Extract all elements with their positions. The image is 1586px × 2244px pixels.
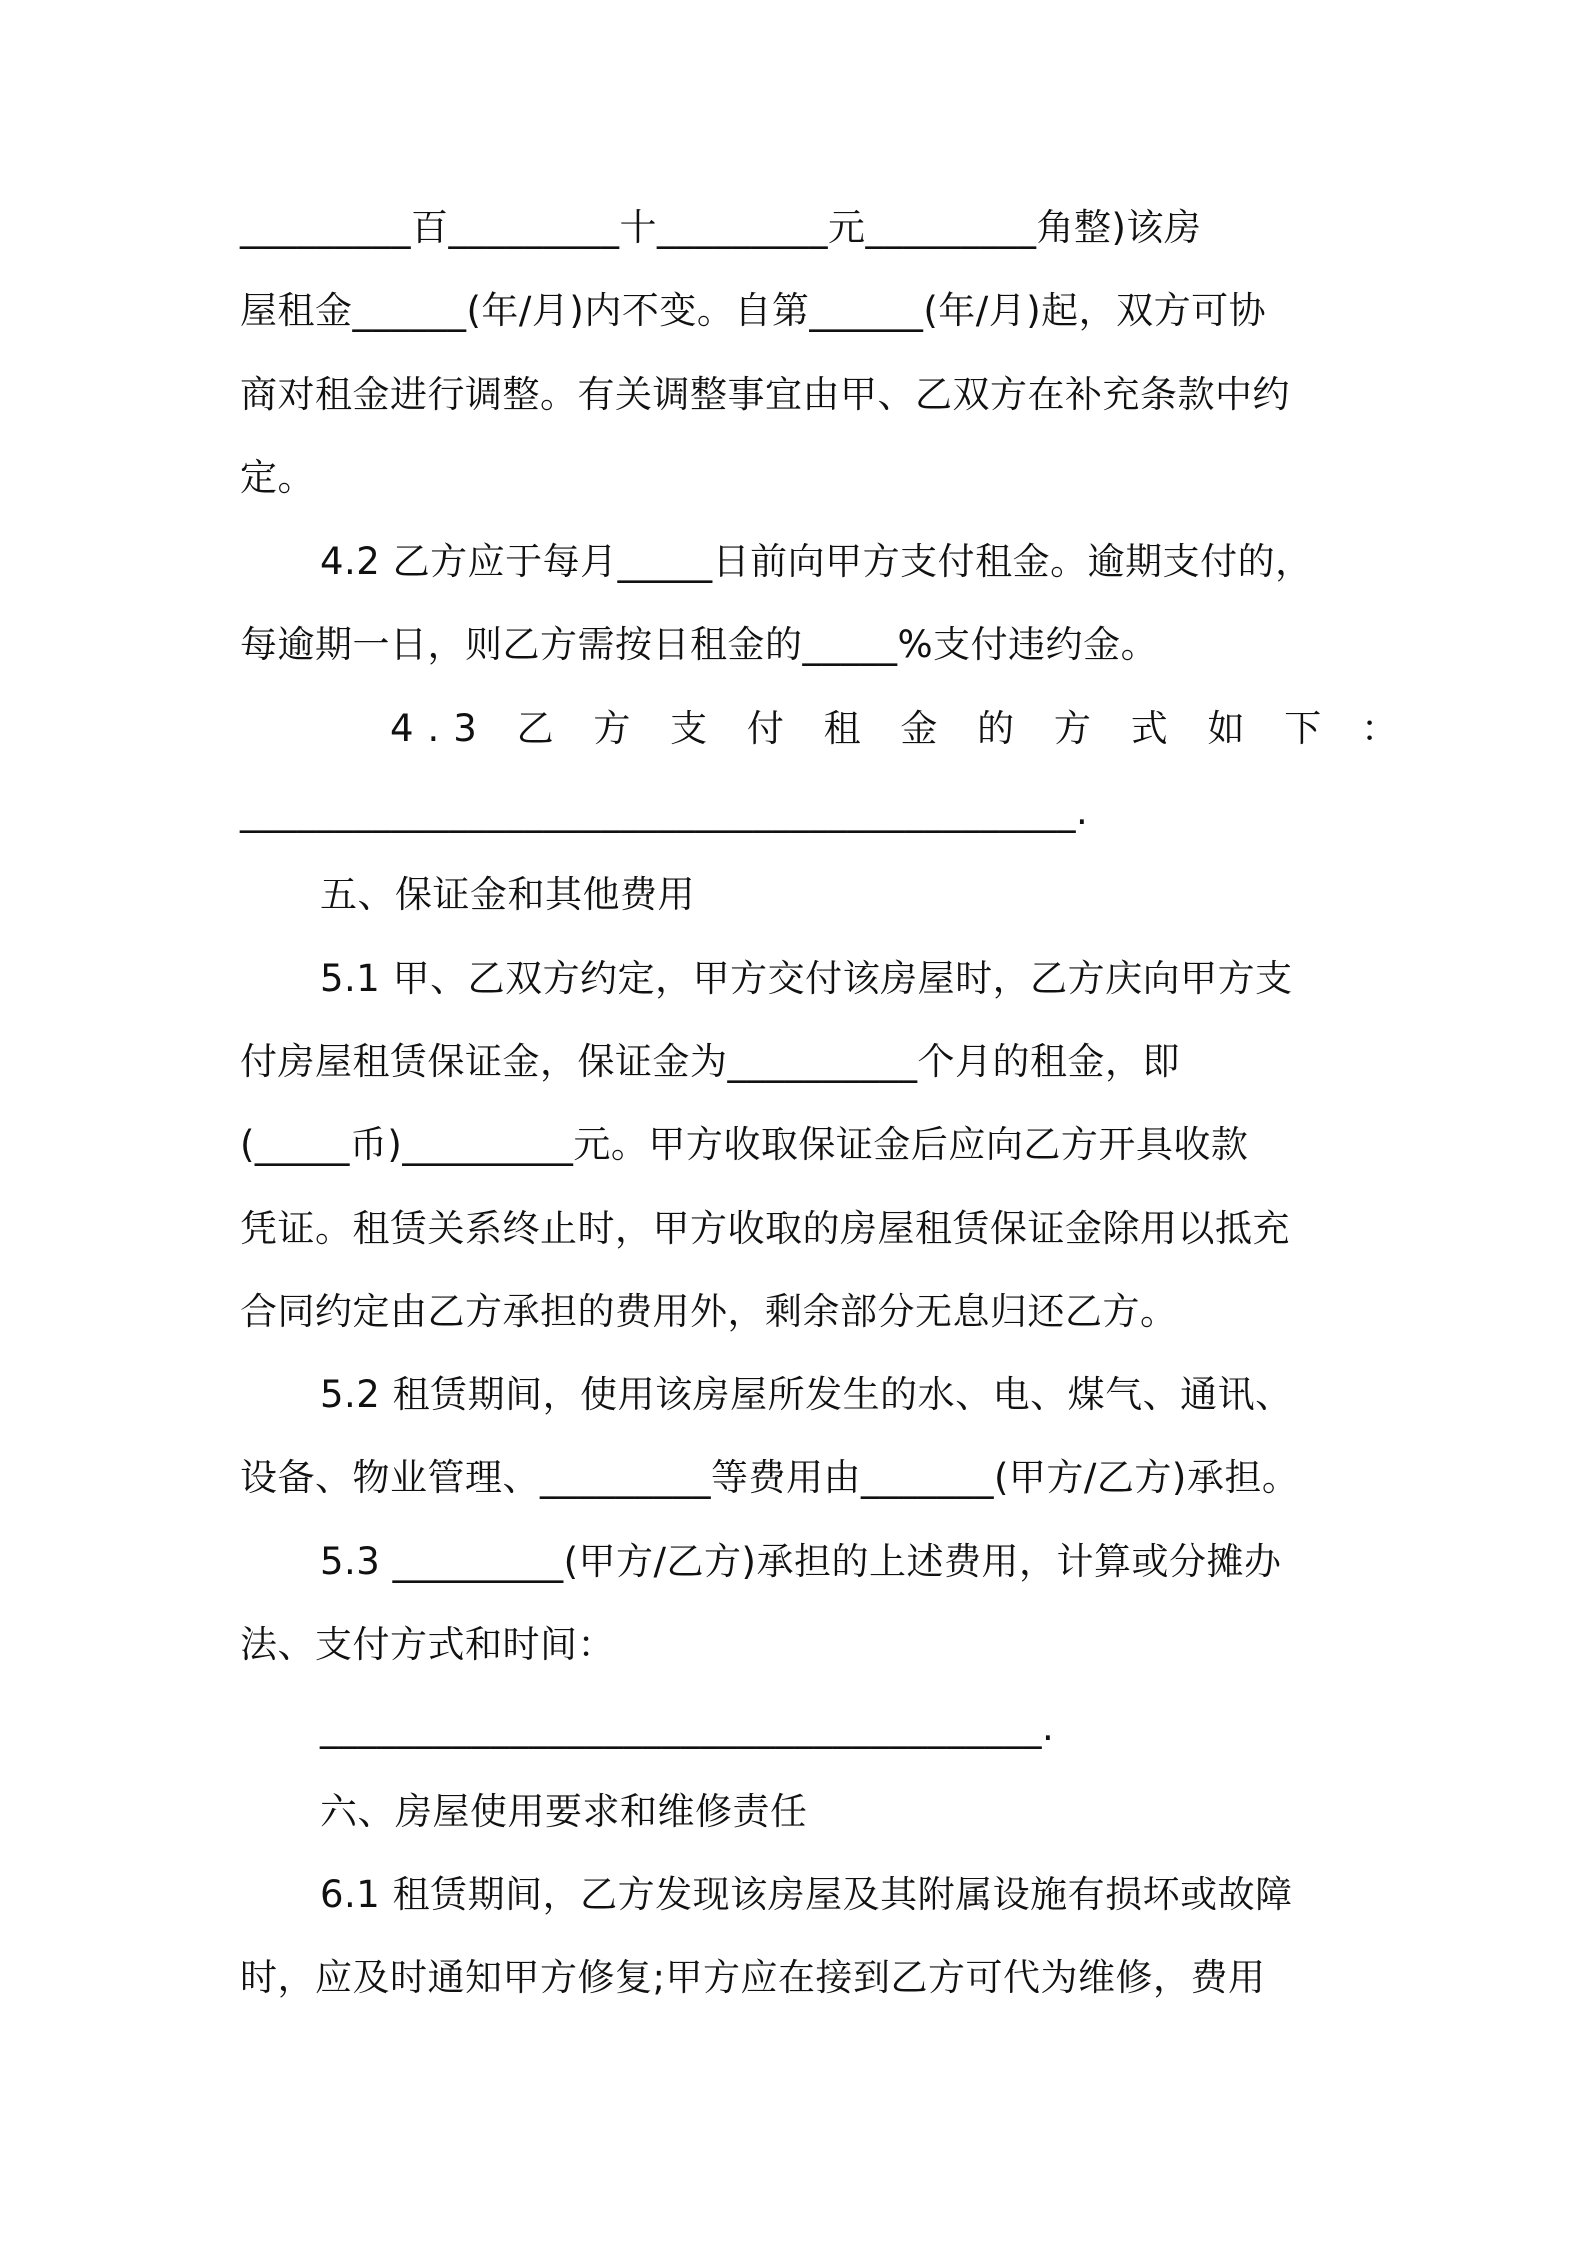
- text-line: ______________________________________.: [320, 1706, 1055, 1749]
- text-line: 时，应及时通知甲方修复;甲方应在接到乙方可代为维修，费用: [240, 1956, 1266, 1999]
- text-line: 5.3 _________(甲方/乙方)承担的上述费用，计算或分摊办: [320, 1540, 1282, 1583]
- text-line: 设备、物业管理、_________等费用由_______(甲方/乙方)承担。: [240, 1456, 1300, 1499]
- text-line: (_____币)_________元。甲方收取保证金后应向乙方开具收款: [240, 1123, 1249, 1166]
- text-line: 定。: [240, 456, 315, 499]
- text-line: _________百_________十_________元_________角整)该房: [240, 206, 1202, 249]
- text-line: 商对租金进行调整。有关调整事宜由甲、乙双方在补充条款中约: [240, 373, 1290, 416]
- text-line: 屋租金______(年/月)内不变。自第______(年/月)起，双方可协: [240, 289, 1267, 332]
- section-heading: 五、保证金和其他费用: [320, 873, 695, 916]
- text-line: 5.2 租赁期间，使用该房屋所发生的水、电、煤气、通讯、: [320, 1373, 1293, 1416]
- text-line: ____________________________________________.: [240, 790, 1089, 833]
- text-line: 合同约定由乙方承担的费用外，剩余部分无息归还乙方。: [240, 1290, 1178, 1333]
- text-line: 每逾期一日，则乙方需按日租金的_____%支付违约金。: [240, 623, 1159, 666]
- text-line: 付房屋租赁保证金，保证金为__________个月的租金，即: [240, 1040, 1180, 1083]
- section-heading: 六、房屋使用要求和维修责任: [320, 1790, 808, 1833]
- text-line: 法、支付方式和时间：: [240, 1623, 615, 1666]
- text-line: 4.3 乙 方 支 付 租 金 的 方 式 如 下 ：: [390, 707, 1412, 750]
- text-line: 凭证。租赁关系终止时，甲方收取的房屋租赁保证金除用以抵充: [240, 1207, 1290, 1250]
- text-line: 5.1 甲、乙双方约定，甲方交付该房屋时，乙方庆向甲方支: [320, 957, 1293, 1000]
- text-line: 6.1 租赁期间，乙方发现该房屋及其附属设施有损坏或故障: [320, 1873, 1293, 1916]
- text-line: 4.2 乙方应于每月_____日前向甲方支付租金。逾期支付的，: [320, 540, 1313, 583]
